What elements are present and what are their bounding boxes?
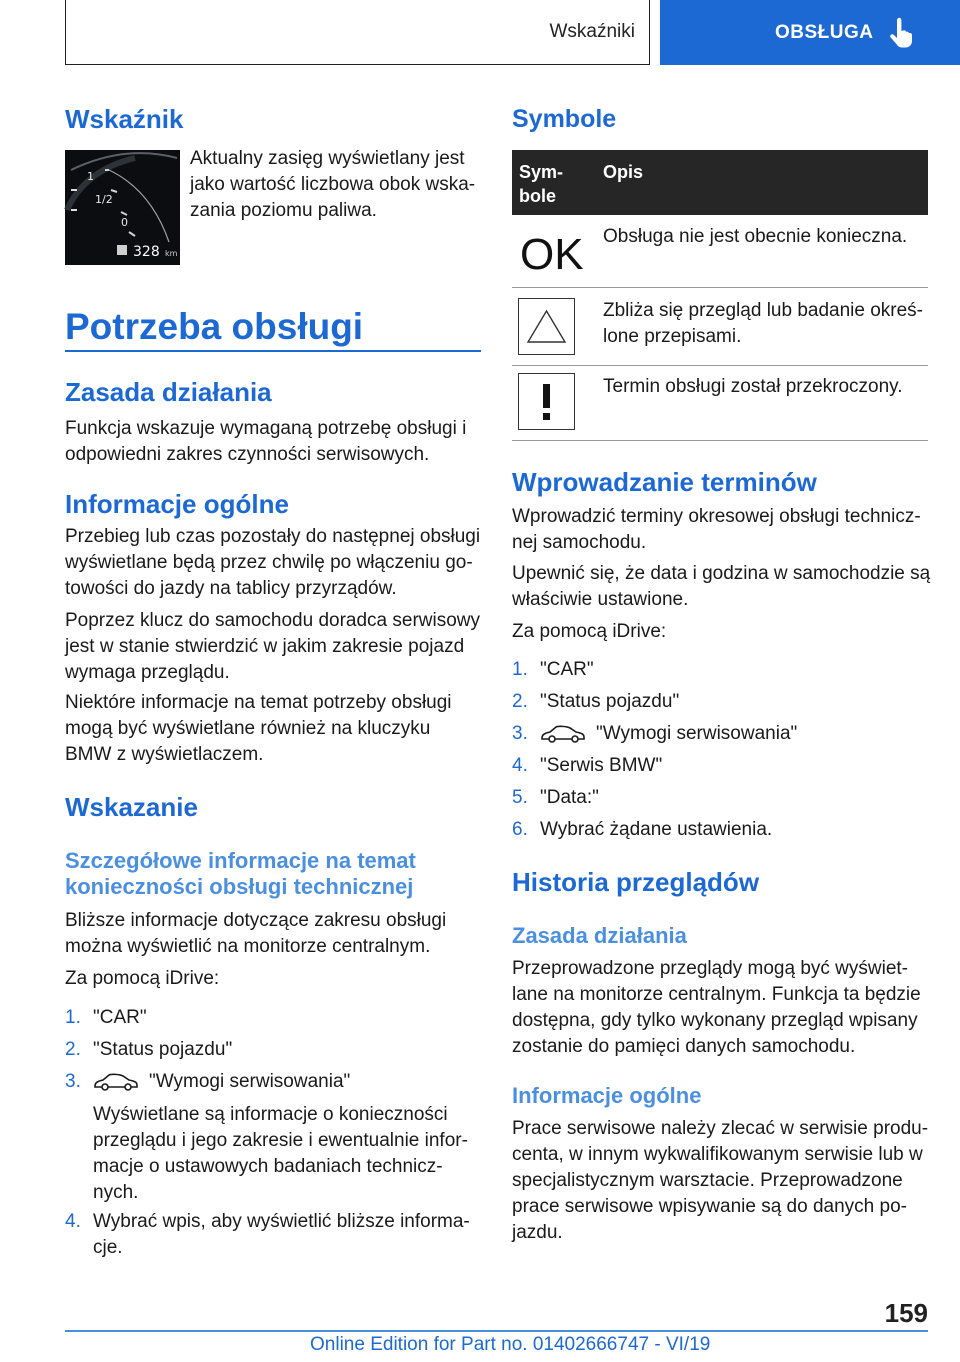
general-p1-line: towości do jazdy na tablicy przyrządów. (65, 578, 397, 599)
table-row-divider (512, 440, 928, 441)
warning-triangle-icon (518, 298, 575, 355)
history-title: Historia przeglądów (512, 867, 760, 897)
general-p3-line: mogą być wyświetlane również na kluczyku (65, 718, 431, 739)
general-info-p3 (65, 690, 485, 768)
step3-note (93, 1102, 493, 1206)
symbols-title: Symbole (512, 105, 617, 133)
main-section-title: Potrzeba obsługi (65, 306, 364, 347)
history-principle-line: lane na monitorze centralnym. Funkcja ta będzie (512, 984, 921, 1005)
row-text-line: Zbliża się przegląd lub badanie okreś- (603, 300, 924, 321)
header-chapter-tab[interactable] (660, 0, 960, 65)
history-general-text (512, 1116, 932, 1246)
step3-note-line: macje o ustawowych badaniach technicz- (93, 1156, 443, 1177)
list-text-with-icon (540, 721, 797, 747)
list-number: 4. (65, 1211, 81, 1232)
history-principle-line: zostanie do pamięci danych samochodu. (512, 1036, 856, 1057)
car-service-icon (93, 1072, 139, 1092)
history-principle-title: Zasada działania (512, 923, 687, 948)
history-general-line: jazdu. (512, 1222, 563, 1243)
row-text-line: Obsługa nie jest obecnie konieczna. (603, 226, 908, 247)
footer-edition-text: Online Edition for Part no. 01402666747 - VI/19 (310, 1334, 711, 1355)
detail-title-line: Szczegółowe informacje na temat (65, 848, 416, 873)
indicator-text-line: Aktualny zasięg wyświetlany jest (190, 148, 465, 169)
table-header-line: bole (519, 186, 557, 206)
list-text: "Wymogi serwisowania" (149, 1071, 351, 1092)
table-header-line: Sym- (519, 162, 564, 182)
list-text: cje. (93, 1237, 123, 1258)
dates-p1-line: Wprowadzić terminy okresowej obsługi technicz- (512, 506, 921, 527)
table-row-divider (512, 365, 928, 366)
footer-divider (65, 1330, 928, 1332)
table-row-text (603, 224, 928, 250)
general-p3-line: BMW z wyświetlaczem. (65, 744, 264, 765)
step3-note-line: nych. (93, 1182, 139, 1203)
list-number: 6. (512, 819, 528, 840)
detail-title-line: konieczności obsługi technicznej (65, 874, 414, 899)
list-number: 3. (512, 723, 528, 744)
title-divider (65, 350, 481, 352)
ok-symbol-icon (520, 230, 584, 279)
list-text: Wybrać żądane ustawienia. (540, 819, 773, 840)
list-number: 1. (512, 659, 528, 680)
fuel-pump-icon (117, 245, 127, 255)
dates-p2-line: właściwie ustawione. (512, 589, 689, 610)
general-info-title: Informacje ogólne (65, 489, 289, 519)
list-number: 5. (512, 787, 528, 808)
history-general-line: prace serwisowe wpisywanie są do danych po- (512, 1196, 907, 1217)
table-row-divider (512, 287, 928, 288)
table-header-description: Opis (603, 162, 644, 182)
fuel-gauge-graphic (65, 150, 180, 265)
header-section-label: Wskaźniki (549, 21, 635, 42)
list-text: Wybrać wpis, aby wyświetlić bliższe informa- (93, 1211, 470, 1232)
gauge-mark-0: 0 (121, 216, 128, 229)
table-row-text (603, 298, 928, 350)
list-number: 3. (65, 1071, 81, 1092)
general-p2-line: jest w stanie stwierdzić w jakim zakresie pojazd (65, 636, 465, 657)
gauge-range-unit: km (165, 249, 178, 258)
detail-title (65, 848, 416, 900)
principle-title: Zasada działania (65, 377, 272, 407)
gauge-range-value: 328 (133, 244, 160, 260)
principle-text-line: Funkcja wskazuje wymaganą potrzebę obsługi i (65, 418, 467, 439)
list-number: 2. (65, 1039, 81, 1060)
page-number: 159 (884, 1298, 928, 1328)
principle-text-line: odpowiedni zakres czynności serwisowych. (65, 444, 430, 465)
row-text-line: lone przepisami. (603, 326, 742, 347)
row-text-line: Termin obsługi został przekroczony. (603, 376, 903, 397)
general-p2-line: wymaga przeglądu. (65, 662, 230, 683)
idrive-label: Za pomocą iDrive: (65, 968, 220, 989)
list-text: "CAR" (540, 659, 594, 680)
detail-text-line: można wyświetlić na monitorze centralnym. (65, 936, 431, 957)
history-principle-text (512, 956, 932, 1060)
header-chapter-label: OBSŁUGA (775, 21, 874, 43)
list-number: 4. (512, 755, 528, 776)
history-general-line: centa, w innym wykwalifikowanym serwisie lub w (512, 1144, 923, 1165)
history-principle-line: Przeprowadzone przeglądy mogą być wyświet- (512, 958, 909, 979)
list-text: "Status pojazdu" (540, 691, 680, 712)
general-p1-line: wyświetlane będą przez chwilę po włączeniu go- (65, 552, 473, 573)
list-number: 2. (512, 691, 528, 712)
dates-p1-line: nej samochodu. (512, 532, 647, 553)
list-text: "Status pojazdu" (93, 1039, 233, 1060)
general-p2-line: Poprzez klucz do samochodu doradca serwisowy (65, 610, 481, 631)
gauge-mark-1: 1 (87, 170, 94, 183)
svg-text:OK: OK (520, 230, 584, 279)
header-section-tab (65, 0, 650, 65)
list-text: "CAR" (93, 1007, 147, 1028)
list-text: "Serwis BMW" (540, 755, 663, 776)
history-general-title: Informacje ogólne (512, 1083, 702, 1108)
general-p1-line: Przebieg lub czas pozostały do następnej obsługi (65, 526, 481, 547)
dates-p2 (512, 561, 932, 613)
general-info-p2 (65, 608, 485, 686)
indicator-title: Wskaźnik (65, 104, 184, 134)
indicator-text (190, 146, 480, 224)
step3-note-line: przeglądu i jego zakresie i ewentualnie infor- (93, 1130, 468, 1151)
general-p3-line: Niektóre informacje na temat potrzeby obsługi (65, 692, 452, 713)
principle-text (65, 416, 485, 468)
dates-title: Wprowadzanie terminów (512, 467, 817, 497)
step3-note-line: Wyświetlane są informacje o konieczności (93, 1104, 448, 1125)
idrive-label-right: Za pomocą iDrive: (512, 621, 667, 642)
fuel-gauge-image (65, 150, 180, 265)
history-principle-line: dostępna, gdy tylko wykonany przegląd wpisany (512, 1010, 918, 1031)
car-service-icon (540, 724, 586, 744)
indicator-text-line: zania poziomu paliwa. (190, 200, 377, 221)
list-text-with-icon (93, 1069, 350, 1095)
list-number: 1. (65, 1007, 81, 1028)
list-item (65, 1209, 481, 1261)
pointing-hand-icon (888, 18, 914, 48)
general-info-p1 (65, 524, 485, 602)
detail-text-line: Bliższe informacje dotyczące zakresu obsługi (65, 910, 447, 931)
dates-p1 (512, 504, 932, 556)
exclamation-icon (518, 373, 575, 430)
history-general-line: Prace serwisowe należy zlecać w serwisie produ- (512, 1118, 929, 1139)
history-general-line: specjalistycznym warsztacie. Przeprowadzone (512, 1170, 903, 1191)
list-text: "Wymogi serwisowania" (596, 723, 798, 744)
indicator-text-line: jako wartość liczbowa obok wska- (190, 174, 476, 195)
detail-text (65, 908, 485, 960)
display-title: Wskazanie (65, 792, 198, 822)
symbols-table-header (512, 150, 928, 215)
table-header-symbols (519, 160, 563, 208)
table-row-text (603, 374, 928, 400)
dates-p2-line: Upewnić się, że data i godzina w samochodzie są (512, 563, 931, 584)
list-text: "Data:" (540, 787, 599, 808)
gauge-mark-half: 1/2 (95, 193, 113, 206)
